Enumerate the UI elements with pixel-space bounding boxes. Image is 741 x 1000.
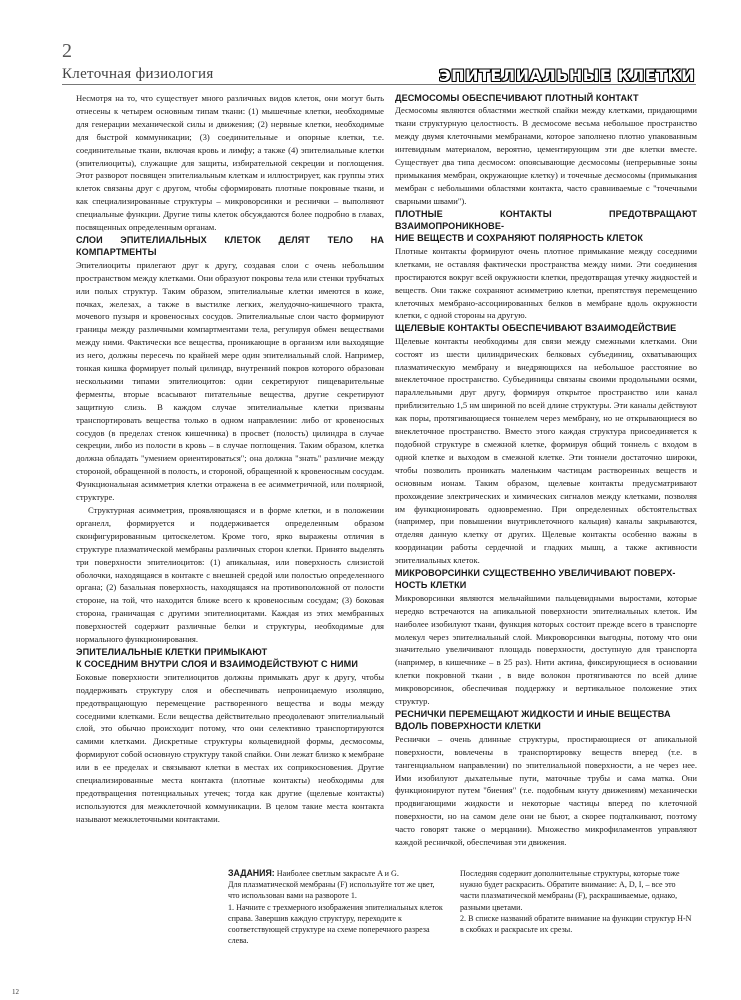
tasks-label: ЗАДАНИЯ: bbox=[228, 868, 275, 878]
left-column bbox=[76, 92, 384, 826]
heading-cilia-line1: РЕСНИЧКИ ПЕРЕМЕЩАЮТ ЖИДКОСТИ И ИНЫЕ ВЕЩЕСТВА bbox=[395, 709, 671, 719]
paragraph-cilia: Реснички – очень длинные структуры, простирающиеся от апикальной поверхности, вовлечены в транспортировку веществ вперед (т.е. в тангенциальном направлении) по эпителиальной поверхности, а не через нее. Ими изобилуют дыхательные пути, маточные трубы и сама матка. Они функционируют путем "биения" (т.е. подобным кнуту движениям) механически продвигающими жидкости и некоторые частицы вперед по клеточной поверхности, но на самом деле они не бьют, а скорее подталкивают, поэтому часто говорят также о мерцании). Множество микрофиламентов управляют каждой ресничкой, обеспечивая эти движения. bbox=[395, 733, 697, 848]
intro-paragraph: Несмотря на то, что существует много различных видов клеток, они могут быть отнесены к четырем основным типам ткани: (1) мышечные клетки, необходимые для генерации механической силы и движения; (2) нервные клетки, необходимые для быстрой коммуникации; (3) соединительные и опорные клетки, т.е. соединительные ткани, включая кровь и лимфу; а также (4) эпителиальные клетки (эпителиоциты), служащие для защиты, избирательной секреции и поглощения. Этот разворот посвящен эпителиальным клеткам и иллюстрирует, как группы этих клеток связаны друг с другом, чтобы сформировать плотные покровные ткани, и как специализированные структуры – микроворсинки и реснички – выполняют специальные функции. Другие типы клеток обсуждаются более подробно в главах, посвященных определенным органам. bbox=[76, 93, 384, 233]
heading-microvilli-line1: МИКРОВОРСИНКИ СУЩЕСТВЕННО УВЕЛИЧИВАЮТ ПОВЕРХ- bbox=[395, 568, 676, 579]
right-column bbox=[395, 92, 697, 849]
heading-gap-junctions: ЩЕЛЕВЫЕ КОНТАКТЫ ОБЕСПЕЧИВАЮТ ВЗАИМОДЕЙСТВИЕ bbox=[395, 323, 677, 334]
heading-tight-junctions-line2: НИЕ ВЕЩЕСТВ И СОХРАНЯЮТ ПОЛЯРНОСТЬ КЛЕТОК bbox=[395, 233, 644, 244]
tasks-left-line2: 1. Начните с трехмерного изображения эпителиальных клеток справа. Завершив каждую структуру, переходите к соответствующей структуре на схеме поперечного разреза слева. bbox=[228, 902, 443, 946]
chapter-title: Клеточная физиология bbox=[62, 66, 214, 82]
paragraph-structural-asymmetry: Структурная асимметрия, проявляющаяся и в форме клетки, и в положении органелл, формируется и поддерживается определенным образом сконфигурированным цитоскелетом. Кроме того, ярко выражены отличия в структуре плазматической мембраны различных сторон клетки. Принято выделять три поверхности эпителиоцитов: (1) апикальная, или поверхность слизистой оболочки, находящаяся в контакте с внешней средой или полостью определенного органа; (2) базальная поверхность, находящаяся на противоположной от полости стороне, на той, что находится ближе всего к кровеносным сосудам; (3) боковая сторона, граничащая с другими эпителиоцитами. Каждая из этих мембранных поверхностей содержит различные белки и структуры, необходимые для нормального функционирования. bbox=[76, 505, 384, 645]
heading-cilia-line2: ВДОЛЬ ПОВЕРХНОСТИ КЛЕТКИ bbox=[395, 721, 541, 732]
paragraph-desmosomes: Десмосомы являются областями жесткой спайки между клетками, придающими ткани структурную целостность. В десмосоме весьма небольшое пространство между двумя клеточными мембранами, которое заполнено плотно упакованным интевидным материалом, вероятно, цементирующим эти две клетки вместе. Существует два типа десмосом: опоясывающие десмосомы (непрерывные зоны примыкания мембран, окружающие клетку) и точечные десмосомы (примыкания мембран с небольшими областями контакта, часто сравниваемые с "точечными сварными швами"). bbox=[395, 105, 697, 206]
paragraph-cell-adjacency: Боковые поверхности эпителиоцитов должны примыкать друг к другу, чтобы поддерживать структуру слоя и обеспечивать непроницаемую изоляцию, предотвращающую перемещение растворенного вещества и воды между соседними клетками. Если вещества действительно преодолевают эпителиальный слой, это обычно происходит потому, что они селективно транспортируются самими клетками. Дискретные структуры кольцевидной формы, десмосомы, формируют собой основную структуру такой спайки. Они лежат близко к мембране или в ее пределах и связывают клетки в местах их соприкосновения. Другие специализированные места контакта (плотные контакты) необходимы для предотвращения потенциальных утечек; тогда как другие (щелевые контакты) используются для межклеточной коммуникации. В целом такие места контакта называют межклеточными контактами. bbox=[76, 671, 384, 824]
tasks-right-line1: Последняя содержит дополнительные структуры, которые тоже нужно будет раскрасить. Обратите внимание: A, D, I, – все это части плазматической мембраны (F), раскрашиваемые, однако, разными цветами. bbox=[460, 869, 680, 912]
heading-microvilli-line2: НОСТЬ КЛЕТКИ bbox=[395, 580, 467, 591]
paragraph-tight-junctions: Плотные контакты формируют очень плотное примыкание между соседними клетками, не оставляя фактически пространства между ними. Эти соединения простираются вокруг всей окружности клетки, предотвращая утечку жидкостей и веществ. Они также сохраняют асимметрию клетки, препятствуя перемещению клеточных мембрано-ассоциированных белков в мембране вдоль окружности клетки, с одной стороны на другую. bbox=[395, 245, 697, 321]
tasks-right bbox=[460, 868, 692, 935]
heading-cell-adjacency-line1: ЭПИТЕЛИАЛЬНЫЕ КЛЕТКИ ПРИМЫКАЮТ bbox=[76, 646, 268, 657]
heading-desmosomes: ДЕСМОСОМЫ ОБЕСПЕЧИВАЮТ ПЛОТНЫЙ КОНТАКТ bbox=[395, 93, 639, 103]
section-banner: ЭПИТЕЛИАЛЬНЫЕ КЛЕТКИ bbox=[438, 66, 695, 85]
paragraph-gap-junctions: Щелевые контакты необходимы для связи между смежными клетками. Они состоят из шести цилиндрических белковых субъединиц, охватывающих плазматическую мембрану и внедряющихся на небольшое расстояние во внеклеточное пространство. Субъединицы связаны своими продольными осями, параллельными друг другу, формируя открытое пространство или канал приблизительно 1,5 нм шириной по всей длине структуры. Эти каналы действуют как поры, протягивающиеся тоннелем через мембрану, но не открывающиеся во внеклеточное пространство. Вместо этого каждая структура присоединяется к подобной структуре в смежной клетке, формируя общий тоннель с входом в одной клетке и выходом в смежной клетке. Эти тоннели достаточно широки, чтобы позволить проникать маленьким частицам растворенных веществ и основным ионам. Таким образом, щелевые контакты предусматривают прохождение электрических и химических сигналов между клетками, позволяя им функционировать одновременно. При определенных обстоятельствах (например, при повышении внутриклеточного кальция) каналы закрываются, отделяя данную клетку от других. Щелевые контакты особенно важны в координации работы сердечной и гладких мышц, а также активности эпителиальных клеток. bbox=[395, 335, 697, 566]
paragraph-microvilli: Микроворсинки являются мельчайшими пальцевидными выростами, которые нередко встречаются на апикальной поверхности эпителиальных клеток. Им наиболее изобилуют ткани, функция которых состоит прежде всего в транспорте молекул через эпителиальный слой. Микроворсинки выгодны, потому что они значительно увеличивают площадь поверхности, доступную для транспорта (например, в кишечнике – в 25 раз). Нити актина, фиксирующиеся в основании клетки покровной ткани , в виде волокон протягиваются по всей длине микроворсинок, обеспечивая поддержку и вертикальное положение этих структур. bbox=[395, 592, 697, 707]
paragraph-epithelial-layers: Эпителиоциты прилегают друг к другу, создавая слои с очень небольшим пространством между клетками. Они образуют покровы тела или стенки трубчатых или полых структур. Таким образом, эпителиальные клетки имеются в коже, почках, железах, а также в выстилке легких, желудочно-кишечного тракта, мочевого пузыря и кровеносных сосудов. Эпителиальные слои часто формируют границы между различными компартментами тела, регулируя обмен веществами между ними. Фактически все вещества, проникающие в организм или выходящие из него, должны пересечь по крайней мере один эпителиальный слой. Например, тонкая кишка формирует полый цилиндр, внутренний покров которого образован несколькими типами эпителиоцитов: одни секретируют пищеварительные ферменты, вторые всасывают питательные вещества, другие секретируют защитную слизь. В каждом случае эпителиальные клетки призваны транспортировать вещества только в одном направлении: либо от кровеносных сосудов (в пределах стенок кишечника) в просвет (полость) цилиндра в случае секреции, либо из полости в кровь – в случае поглощения. Таким образом, клетка должна обладать "умением ориентироваться"; она должна "знать" различие между стороной, обращенной в полость, и стороной, обращенной к кровеносным сосудам. Функциональная асимметрия клетки отражена в ее асимметричной, или полярной, структуре. bbox=[76, 259, 384, 503]
tasks-left-line1: Для плазматической мембраны (F) используйте тот же цвет, что использован вами на развороте 1. bbox=[228, 880, 435, 901]
heading-tight-junctions-line1: ПЛОТНЫЕ КОНТАКТЫ ПРЕДОТВРАЩАЮТ ВЗАИМОПРОНИКНОВЕ- bbox=[395, 208, 697, 232]
tasks-intro-text: Наиболее светлым закрасьте A и G. bbox=[274, 869, 399, 878]
heading-epithelial-layers: СЛОИ ЭПИТЕЛИАЛЬНЫХ КЛЕТОК ДЕЛЯТ ТЕЛО НА КОМПАРТМЕНТЫ bbox=[76, 234, 384, 258]
heading-cell-adjacency-line2: К СОСЕДНИМ ВНУТРИ СЛОЯ И ВЗАИМОДЕЙСТВУЮТ С НИМИ bbox=[76, 659, 358, 670]
chapter-number: 2 bbox=[62, 40, 72, 62]
tasks-right-line2: 2. В списке названий обратите внимание на функции структур H-N в скобках и раскрасьте их срезы. bbox=[460, 913, 692, 935]
tasks-intro bbox=[228, 868, 444, 879]
tasks-left bbox=[228, 868, 444, 946]
page-number: 12 bbox=[12, 988, 19, 996]
